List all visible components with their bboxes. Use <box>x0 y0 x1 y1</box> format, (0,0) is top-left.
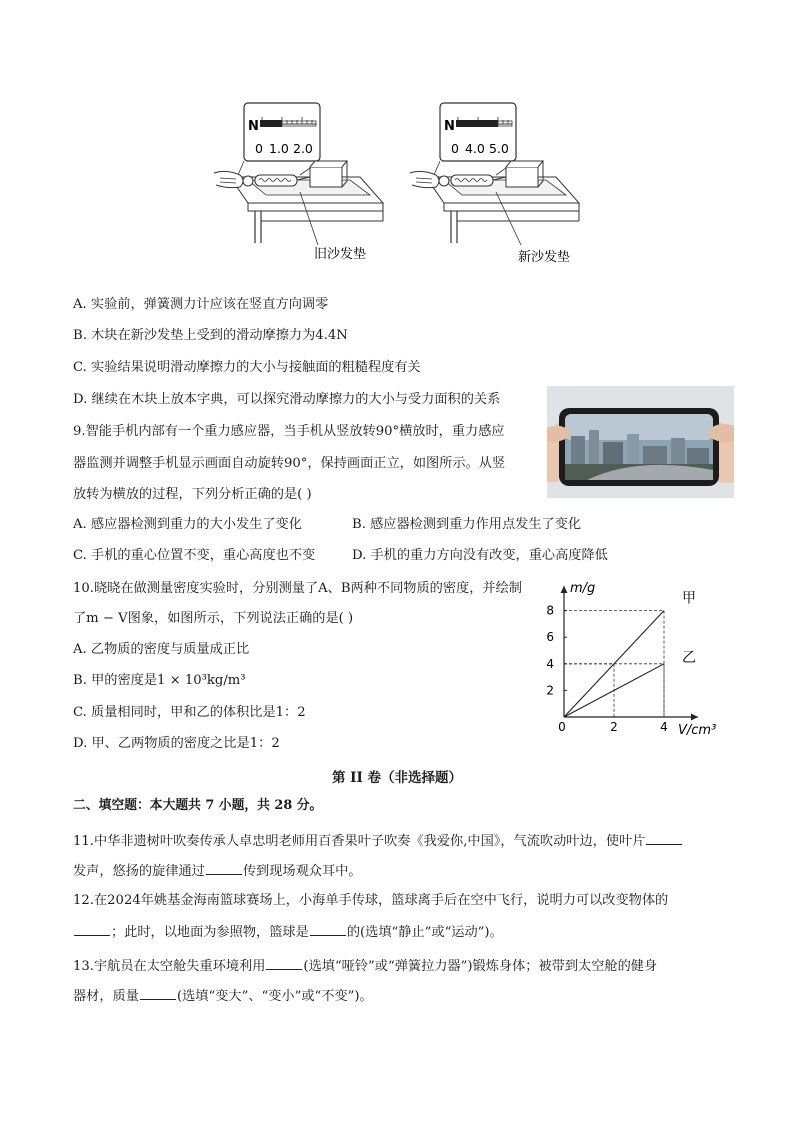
q9-stem-line2: 器监测并调整手机显示画面自动旋转90°，保持画面正立，如图所示。从竖 <box>73 456 506 471</box>
section-subhead: 二、填空题：本大题共 7 小题，共 28 分。 <box>73 798 323 813</box>
q12-line1 <box>73 892 668 910</box>
q8-option-b: B. 木块在新沙发垫上受到的滑动摩擦力为4.4N <box>73 328 348 343</box>
q10-stem-line2: 了m − V图象，如图所示，下列说法正确的是( ) <box>73 611 354 626</box>
left-tick-2: 2.0 <box>293 141 313 156</box>
right-tick-0: 0 <box>451 141 459 156</box>
y-tick-label-1: 4 <box>546 656 554 671</box>
q13-text-1: 13.宇航员在太空舱失重环境利用 <box>73 959 266 974</box>
left-tick-0: 0 <box>255 141 263 156</box>
q12-text-2: ；此时，以地面为参照物，篮球是 <box>111 925 309 940</box>
q11-text-2: 发声，悠扬的旋律通过 <box>73 864 205 879</box>
q12-text-1: 12.在2024年姚基金海南篮球赛场上，小海单手传球，篮球离手后在空中飞行，说明力可以改变物体的 <box>73 893 669 908</box>
right-unit-label: N <box>444 119 455 134</box>
q12-line2 <box>73 922 503 942</box>
q9-option-c: C. 手机的重心位置不变，重心高度也不变 <box>73 548 316 563</box>
q11-text-1: 11.中华非遗树叶吹奏传承人卓忠明老师用百香果叶子吹奏《我爱你,中国》，气流吹动叶边，使叶片 <box>73 834 646 849</box>
q13-line2 <box>73 986 373 1006</box>
q9-option-a: A. 感应器检测到重力的大小发生了变化 <box>73 517 302 532</box>
q11-blank-1[interactable] <box>646 831 682 845</box>
q11-line2 <box>73 861 362 881</box>
y-axis-label: m/g <box>570 581 596 596</box>
q11-text-3: 传到现场观众耳中。 <box>242 864 362 879</box>
q9-option-b: B. 感应器检测到重力作用点发生了变化 <box>352 517 582 532</box>
left-unit-label: N <box>248 119 259 134</box>
q10-option-a: A. 乙物质的密度与质量成正比 <box>73 642 250 657</box>
q12-blank-1[interactable] <box>74 922 110 936</box>
old-cushion-setup <box>214 103 383 262</box>
right-tick-1: 4.0 <box>465 141 485 156</box>
old-cushion-label: 旧沙发垫 <box>314 247 367 262</box>
series-label-1: 乙 <box>682 649 696 666</box>
q13-blank-1[interactable] <box>266 956 302 970</box>
q13-line1 <box>73 956 657 976</box>
q10-option-b: B. 甲的密度是1 × 10³kg/m³ <box>73 673 246 688</box>
q8-option-a: A. 实验前，弹簧测力计应该在竖直方向调零 <box>73 297 329 312</box>
q9-stem-line1: 9.智能手机内部有一个重力感应器，当手机从竖放转90°横放时，重力感应 <box>73 424 505 439</box>
q9-option-d: D. 手机的重力方向没有改变，重心高度降低 <box>352 548 608 563</box>
q13-text-3: 器材，质量 <box>73 989 139 1004</box>
q13-text-2: (选填“哑铃”或“弹簧拉力器”)锻炼身体；被带到太空舱的健身 <box>303 959 658 974</box>
new-cushion-label: 新沙发垫 <box>518 250 571 265</box>
mass-volume-chart <box>540 578 730 740</box>
phone-photo <box>547 386 734 498</box>
q12-text-3: 的(选填“静止”或“运动”)。 <box>346 925 503 940</box>
x-tick-label-2: 4 <box>660 720 668 734</box>
q10-stem-line1: 10.晓晓在做测量密度实验时，分别测量了A、B两种不同物质的密度，并绘制 <box>73 581 522 596</box>
x-tick-label-0: 0 <box>558 720 566 734</box>
q8-option-d: D. 继续在木块上放本字典，可以探究滑动摩擦力的大小与受力面积的关系 <box>73 392 501 407</box>
x-tick-label-1: 2 <box>610 720 618 734</box>
right-tick-2: 5.0 <box>489 141 509 156</box>
y-tick-label-3: 8 <box>546 603 554 618</box>
friction-experiment-figure <box>200 95 600 270</box>
q12-blank-2[interactable] <box>310 922 346 936</box>
left-tick-1: 1.0 <box>269 141 289 156</box>
new-cushion-setup <box>410 103 579 265</box>
q11-line1 <box>73 831 683 851</box>
x-axis-label: V/cm³ <box>678 723 717 738</box>
q11-blank-2[interactable] <box>206 861 242 875</box>
q9-stem-line3: 放转为横放的过程，下列分析正确的是( ) <box>73 487 312 502</box>
q13-text-4: (选填“变大”、“变小”或“不变”)。 <box>176 989 373 1004</box>
q10-option-d: D. 甲、乙两物质的密度之比是1：2 <box>73 736 280 751</box>
q8-option-c: C. 实验结果说明滑动摩擦力的大小与接触面的粗糙程度有关 <box>73 360 421 375</box>
q10-option-c: C. 质量相同时，甲和乙的体积比是1：2 <box>73 705 306 720</box>
series-label-0: 甲 <box>682 590 696 607</box>
section-title: 第 II 卷（非选择题） <box>331 770 463 786</box>
y-tick-label-2: 6 <box>546 630 554 645</box>
q13-blank-2[interactable] <box>140 986 176 1000</box>
y-tick-label-0: 2 <box>546 683 554 698</box>
